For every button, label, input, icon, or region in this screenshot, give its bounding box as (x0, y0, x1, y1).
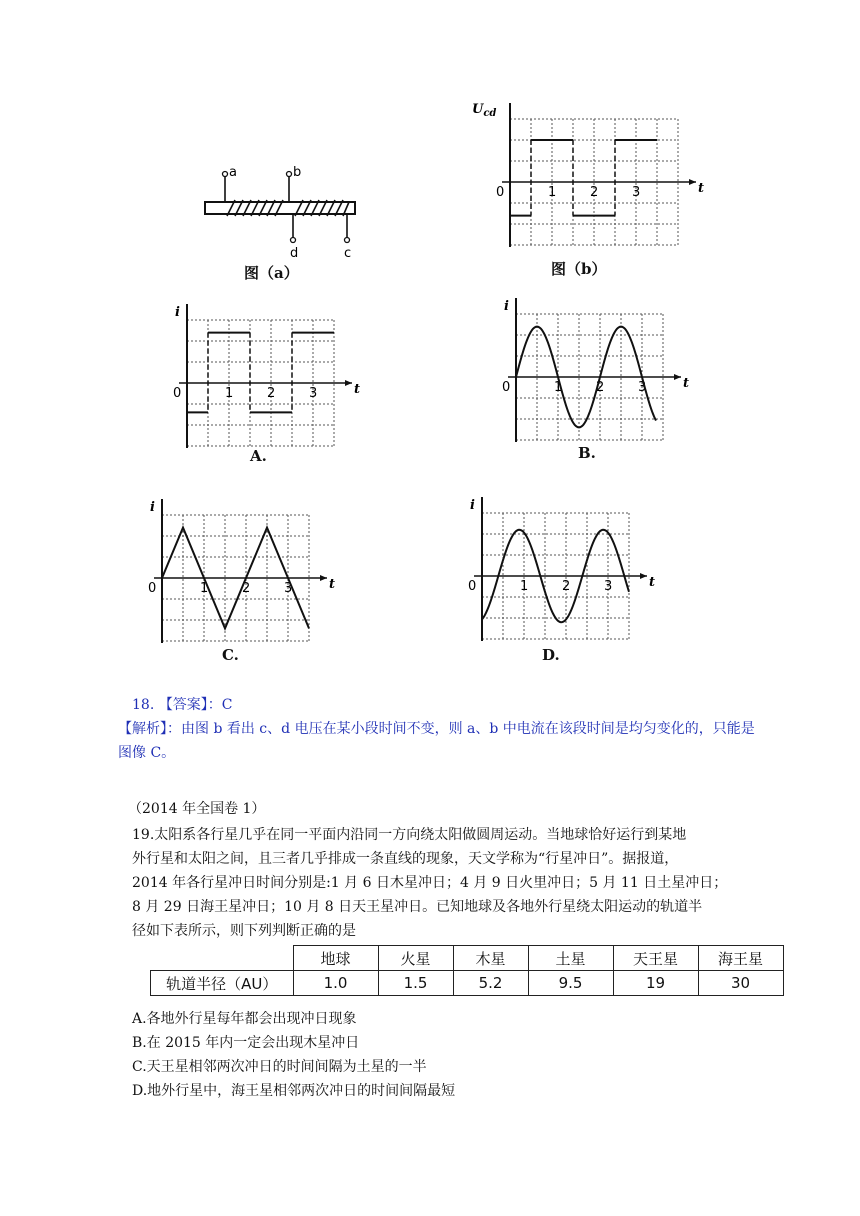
x-axis-arrow (345, 380, 352, 386)
table-row (151, 971, 784, 996)
option-c: C.天王星相邻两次冲日的时间间隔为土星的一半 (132, 1059, 427, 1075)
x-axis-label: t (683, 376, 690, 391)
y-axis-label: i (504, 299, 509, 314)
y-axis-label: i (175, 305, 180, 320)
tick-label: 2 (590, 185, 599, 200)
table-cell: 5.2 (453, 971, 528, 996)
y-axis-label: i (150, 500, 155, 515)
tick-label: 1 (200, 581, 209, 596)
origin-label: 0 (496, 185, 505, 200)
option-d: D.地外行星中，海王星相邻两次冲日的时间间隔最短 (132, 1083, 456, 1099)
orbit-radius-table (150, 945, 784, 996)
analysis-label: 【解析】 (118, 721, 167, 737)
figure-B (490, 285, 690, 445)
table-cell: 火星 (378, 946, 453, 971)
table-cell (151, 946, 294, 971)
x-axis-label: t (329, 577, 336, 592)
question-line: 2014 年各行星冲日时间分别是:1 月 6 日木星冲日；4 月 9 日火里冲日；5 月 11 日土星冲日； (132, 875, 728, 891)
question-line: 外行星和太阳之间，且三者几乎排成一条直线的现象，天文学称为“行星冲日”。据报道， (132, 851, 679, 867)
origin-label: 0 (148, 581, 157, 596)
table-cell: 地球 (293, 946, 378, 971)
origin-label: 0 (468, 579, 477, 594)
origin-label: 0 (502, 380, 511, 395)
table-cell: 海王星 (698, 946, 783, 971)
terminal-c: c (344, 246, 352, 261)
caption-A: A. (250, 447, 267, 465)
graph-C (140, 490, 340, 650)
options-list (132, 1007, 455, 1103)
table-cell: 1.0 (293, 971, 378, 996)
figure-A (165, 285, 365, 445)
table-cell: 轨道半径（AU） (151, 971, 294, 996)
x-axis-label: t (354, 382, 361, 397)
caption-b: 图（b） (551, 260, 607, 278)
table-cell: 天王星 (613, 946, 698, 971)
option-a: A.各地外行星每年都会出现冲日现象 (132, 1011, 357, 1027)
x-axis-label: t (698, 181, 705, 196)
tick-label: 2 (267, 386, 276, 401)
tick-label: 1 (548, 185, 557, 200)
tick-label: 1 (554, 380, 563, 395)
question-source: （2014 年全国卷 1） (128, 801, 266, 817)
graph-D (460, 490, 660, 650)
answer-label: 【答案】：C (158, 697, 233, 713)
x-axis-arrow (640, 573, 647, 579)
caption-D: D. (542, 646, 560, 664)
x-axis-arrow (320, 575, 327, 581)
tick-label: 3 (632, 185, 641, 200)
x-axis-label: t (649, 575, 656, 590)
table-cell: 30 (698, 971, 783, 996)
figure-C (140, 490, 340, 650)
caption-a: 图（a） (244, 264, 299, 282)
answer-number: 18. (132, 697, 155, 713)
ucd-graph (470, 100, 705, 250)
figure-b (470, 100, 705, 250)
question-line: 径如下表所示，则下列判断正确的是 (132, 923, 356, 939)
graph-A (165, 285, 365, 445)
option-b: B.在 2015 年内一定会出现木星冲日 (132, 1035, 360, 1051)
x-axis-arrow (674, 374, 681, 380)
terminal-a: a (229, 165, 237, 180)
y-axis-label: $U_{cd}$ (472, 102, 497, 119)
tick-label: 3 (604, 579, 613, 594)
question-19 (128, 797, 752, 943)
x-axis-arrow (689, 179, 696, 185)
voltage-curve (510, 140, 657, 216)
tick-label: 3 (638, 380, 647, 395)
tick-label: 1 (225, 386, 234, 401)
tick-label: 2 (242, 581, 251, 596)
y-axis-label: i (470, 498, 475, 513)
tick-label: 1 (520, 579, 529, 594)
figure-D (460, 490, 660, 650)
table-cell: 木星 (453, 946, 528, 971)
graph-B (490, 285, 690, 445)
answer-18 (118, 693, 758, 765)
caption-B: B. (578, 444, 596, 462)
table-cell: 19 (613, 971, 698, 996)
question-line: 19.太阳系各行星几乎在同一平面内沿同一方向绕太阳做圆周运动。当地球恰好运行到某地 (132, 827, 687, 843)
analysis-text: ：由图 b 看出 c、d 电压在某小段时间不变，则 a、b 中电流在该段时间是均匀变化的，只能是图像 C。 (118, 721, 755, 761)
table-cell: 土星 (528, 946, 613, 971)
tick-label: 2 (562, 579, 571, 594)
tick-label: 2 (596, 380, 605, 395)
caption-C: C. (222, 646, 239, 664)
question-line: 8 月 29 日海王星冲日；10 月 8 日天王星冲日。已知地球及各地外行星绕太阳运动的轨道半 (132, 899, 703, 915)
table-header-row (151, 946, 784, 971)
tick-label: 3 (309, 386, 318, 401)
terminal-b: b (293, 165, 302, 180)
table-cell: 1.5 (378, 971, 453, 996)
table-cell: 9.5 (528, 971, 613, 996)
origin-label: 0 (173, 386, 182, 401)
tick-label: 3 (284, 581, 293, 596)
terminal-d: d (290, 246, 299, 261)
